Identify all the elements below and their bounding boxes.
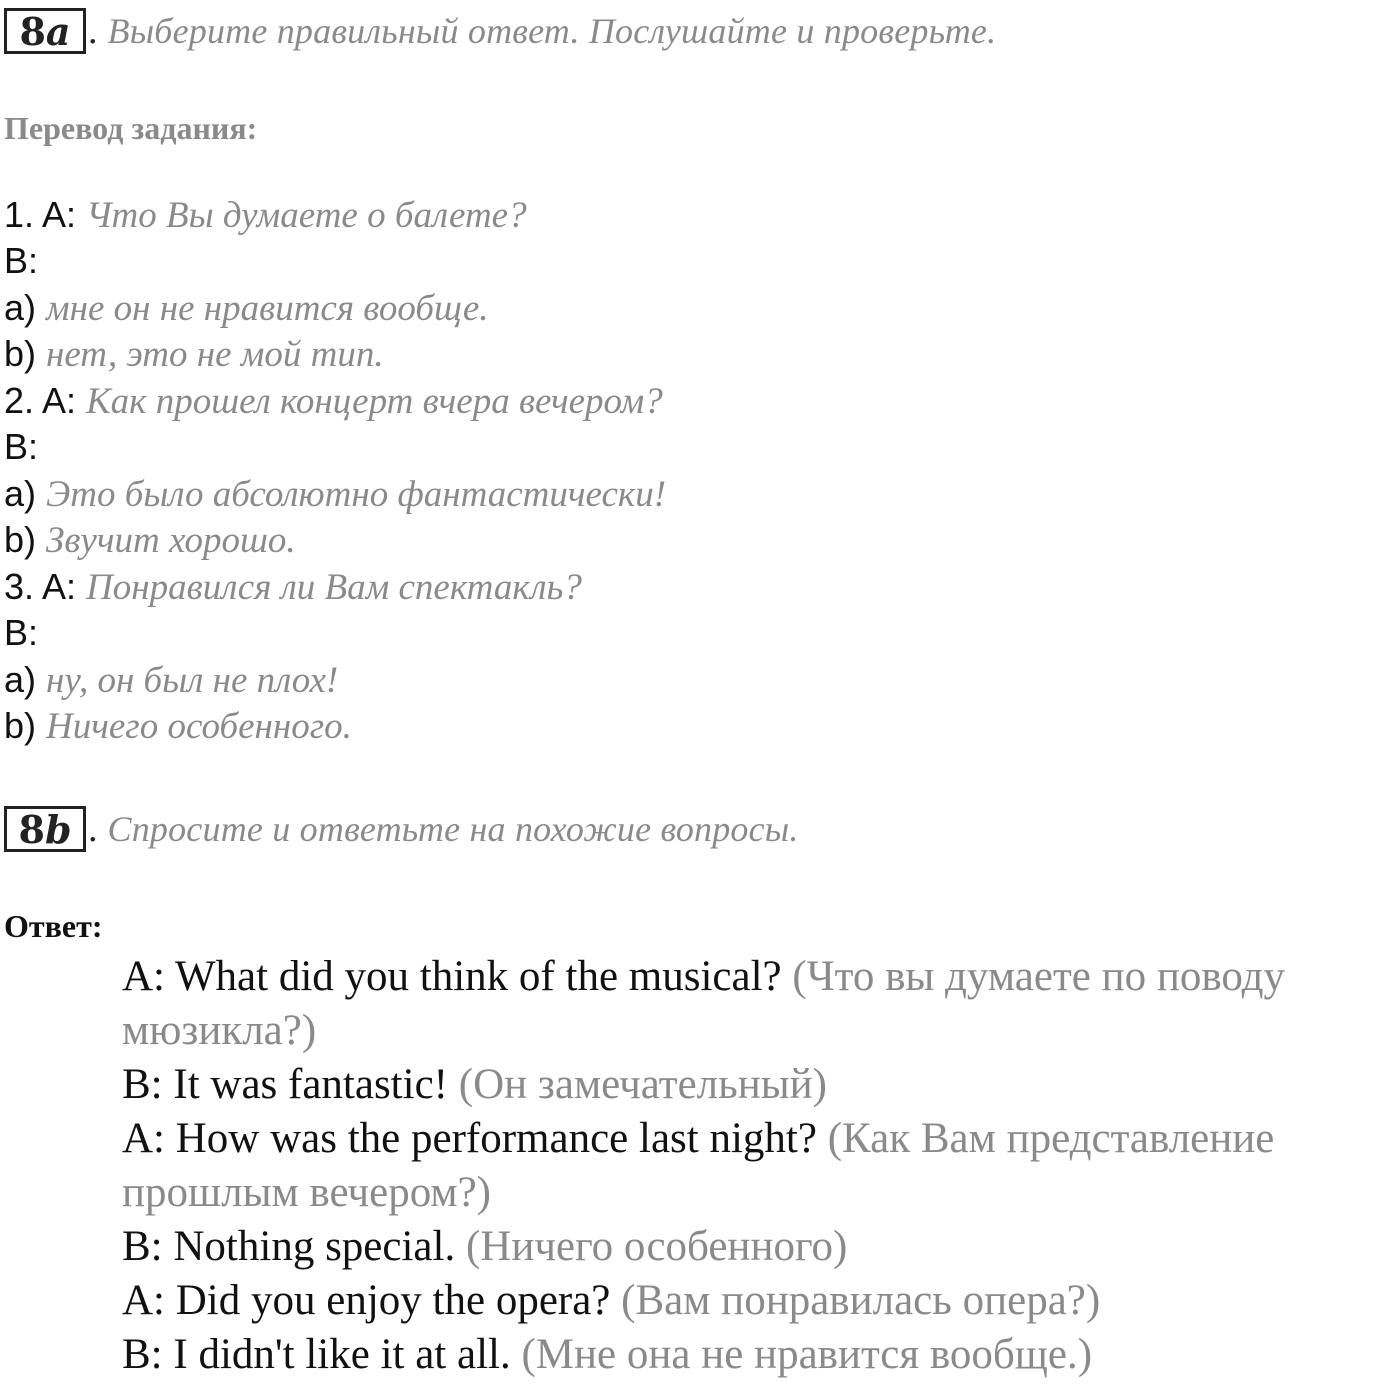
answer-line	[122, 1166, 491, 1220]
line-text: Понравился ли Вам спектакль?	[86, 567, 582, 608]
answer-translation: (Вам понравилась опера?)	[621, 1277, 1101, 1324]
line-prefix: b)	[4, 705, 47, 746]
task-8a-header	[4, 8, 996, 54]
answer-translation: (Что вы думаете по поводу	[792, 953, 1286, 1000]
answer-line	[122, 1058, 827, 1112]
answer-line	[122, 1220, 847, 1274]
answer-translation: (Он замечательный)	[458, 1061, 827, 1108]
task-number-box	[4, 8, 86, 54]
answer-english: B: I didn't like it at all.	[122, 1331, 522, 1378]
dialogue-line	[4, 378, 663, 425]
task-number-box	[4, 806, 86, 852]
answer-translation: (Мне она не нравится вообще.)	[521, 1331, 1093, 1378]
task-8b-header	[4, 806, 799, 852]
line-text: Как прошел концерт вчера вечером?	[86, 381, 663, 422]
line-prefix: 3. A:	[4, 566, 87, 607]
task-letter: b	[44, 806, 72, 852]
answer-line	[122, 950, 1285, 1004]
answer-heading: Ответ:	[4, 908, 103, 944]
line-prefix: a)	[4, 287, 47, 328]
line-prefix: a)	[4, 473, 47, 514]
dialogue-line	[4, 331, 384, 378]
dialogue-line	[4, 657, 338, 704]
line-prefix: 2. A:	[4, 380, 87, 421]
dialogue-line	[4, 285, 489, 332]
dialogue-line	[4, 424, 38, 471]
line-prefix: 1. A:	[4, 194, 87, 235]
answer-translation: (Как Вам представление	[827, 1115, 1275, 1162]
line-prefix: B:	[4, 240, 39, 281]
translation-heading: Перевод задания:	[4, 110, 258, 146]
answer-translation: (Ничего особенного)	[465, 1223, 848, 1270]
line-prefix: b)	[4, 519, 47, 560]
line-prefix: b)	[4, 333, 47, 374]
dialogue-line	[4, 471, 666, 518]
answer-english: A: What did you think of the musical?	[122, 953, 793, 1000]
task-dot: .	[88, 10, 98, 52]
dialogue-line	[4, 192, 527, 239]
task-instruction: Спросите и ответьте на похожие вопросы.	[107, 809, 799, 849]
task-number: 8	[18, 806, 45, 852]
dialogue-line	[4, 238, 38, 285]
line-text: ну, он был не плох!	[46, 660, 339, 701]
task-instruction: Выберите правильный ответ. Послушайте и проверьте.	[107, 11, 997, 51]
dialogue-line	[4, 517, 296, 564]
answer-line	[122, 1112, 1274, 1166]
line-prefix: a)	[4, 659, 47, 700]
line-prefix: B:	[4, 612, 39, 653]
line-prefix: B:	[4, 426, 39, 467]
line-text: Ничего особенного.	[46, 706, 352, 747]
dialogue-line	[4, 703, 352, 750]
task-dot: .	[88, 808, 98, 850]
line-text: Это было абсолютно фантастически!	[46, 474, 667, 515]
line-text: Что Вы думаете о балете?	[86, 195, 527, 236]
line-text: нет, это не мой тип.	[46, 334, 384, 375]
answer-english: B: Nothing special.	[122, 1223, 466, 1270]
task-letter: a	[45, 8, 71, 54]
answer-line	[122, 1328, 1092, 1382]
answer-translation: мюзикла?)	[122, 1007, 317, 1054]
answer-line	[122, 1004, 316, 1058]
line-text: мне он не нравится вообще.	[46, 288, 489, 329]
line-text: Звучит хорошо.	[46, 520, 296, 561]
answer-english: A: Did you enjoy the opera?	[122, 1277, 622, 1324]
dialogue-line	[4, 564, 582, 611]
task-number: 8	[19, 8, 46, 54]
answer-translation: прошлым вечером?)	[122, 1169, 492, 1216]
answer-english: A: How was the performance last night?	[122, 1115, 828, 1162]
answer-english: B: It was fantastic!	[122, 1061, 459, 1108]
dialogue-line	[4, 610, 38, 657]
answer-line	[122, 1274, 1100, 1328]
